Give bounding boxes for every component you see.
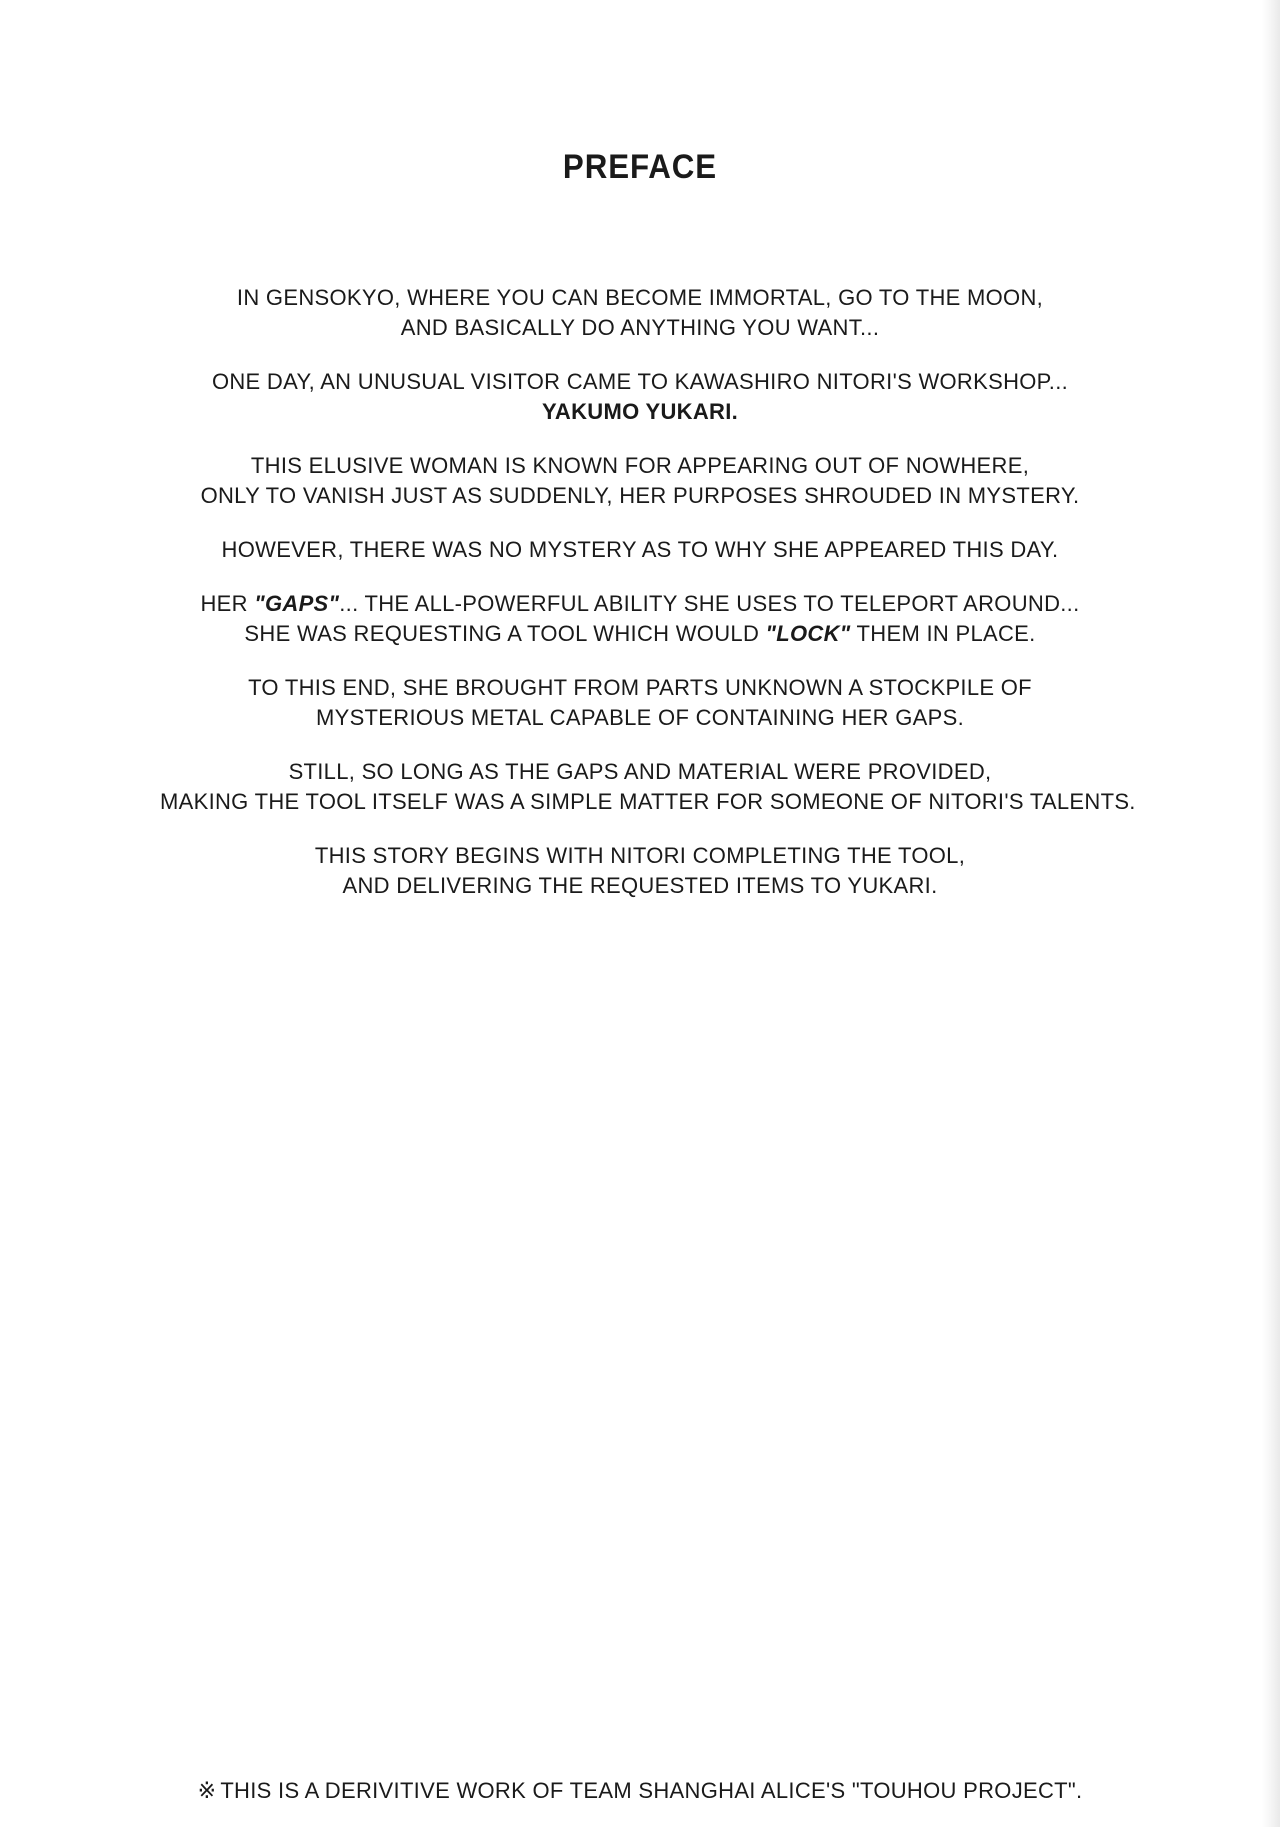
footnote [0, 1778, 1280, 1804]
emphasis-gaps: "GAPS" [254, 591, 340, 616]
paragraph-line: AND DELIVERING THE REQUESTED ITEMS TO YUKARI. [342, 873, 938, 898]
paragraph-1 [160, 283, 1120, 343]
paragraph-line [160, 589, 1120, 619]
paragraph-7 [160, 757, 1136, 817]
paragraph-line: ONE DAY, AN UNUSUAL VISITOR CAME TO KAWASHIRO NITORI'S WORKSHOP... [211, 369, 1069, 394]
paragraph-line: MAKING THE TOOL ITSELF WAS A SIMPLE MATTER FOR SOMEONE OF NITORI'S TALENTS. [160, 789, 1136, 814]
paragraph-8 [160, 841, 1120, 901]
page-title: PREFACE [562, 148, 718, 186]
reference-mark-icon: ※ [197, 1779, 217, 1804]
character-name: YAKUMO YUKARI. [541, 399, 739, 424]
text-run: SHE WAS REQUESTING A TOOL WHICH WOULD [244, 621, 766, 646]
paragraph-line: STILL, SO LONG AS THE GAPS AND MATERIAL WERE PROVIDED, [288, 759, 992, 784]
paragraph-line: ONLY TO VANISH JUST AS SUDDENLY, HER PURPOSES SHROUDED IN MYSTERY. [200, 483, 1080, 508]
page-edge-shadow [1262, 0, 1280, 1827]
paragraph-line: AND BASICALLY DO ANYTHING YOU WANT... [400, 315, 880, 340]
paragraph-line [160, 619, 1120, 649]
text-run: ... THE ALL-POWERFUL ABILITY SHE USES TO TELEPORT AROUND... [339, 591, 1080, 616]
paragraph-5 [160, 589, 1120, 649]
emphasis-lock: "LOCK" [765, 621, 851, 646]
paragraph-line: THIS ELUSIVE WOMAN IS KNOWN FOR APPEARING OUT OF NOWHERE, [250, 453, 1030, 478]
paragraph-line: IN GENSOKYO, WHERE YOU CAN BECOME IMMORTAL, GO TO THE MOON, [236, 285, 1044, 310]
paragraph-line: MYSTERIOUS METAL CAPABLE OF CONTAINING HER GAPS. [315, 705, 965, 730]
paragraph-line: THIS STORY BEGINS WITH NITORI COMPLETING THE TOOL, [314, 843, 966, 868]
paragraph-line: TO THIS END, SHE BROUGHT FROM PARTS UNKNOWN A STOCKPILE OF [248, 675, 1032, 700]
paragraph-4 [160, 535, 1120, 565]
paragraph-2 [160, 367, 1120, 427]
paragraph-3 [160, 451, 1120, 511]
text-run: HER [200, 591, 255, 616]
paragraph-6 [160, 673, 1120, 733]
footnote-text: THIS IS A DERIVITIVE WORK OF TEAM SHANGHAI ALICE'S "TOUHOU PROJECT". [220, 1778, 1083, 1803]
paragraph-line: HOWEVER, THERE WAS NO MYSTERY AS TO WHY SHE APPEARED THIS DAY. [221, 537, 1059, 562]
preface-body [160, 283, 1136, 925]
text-run: THEM IN PLACE. [850, 621, 1036, 646]
